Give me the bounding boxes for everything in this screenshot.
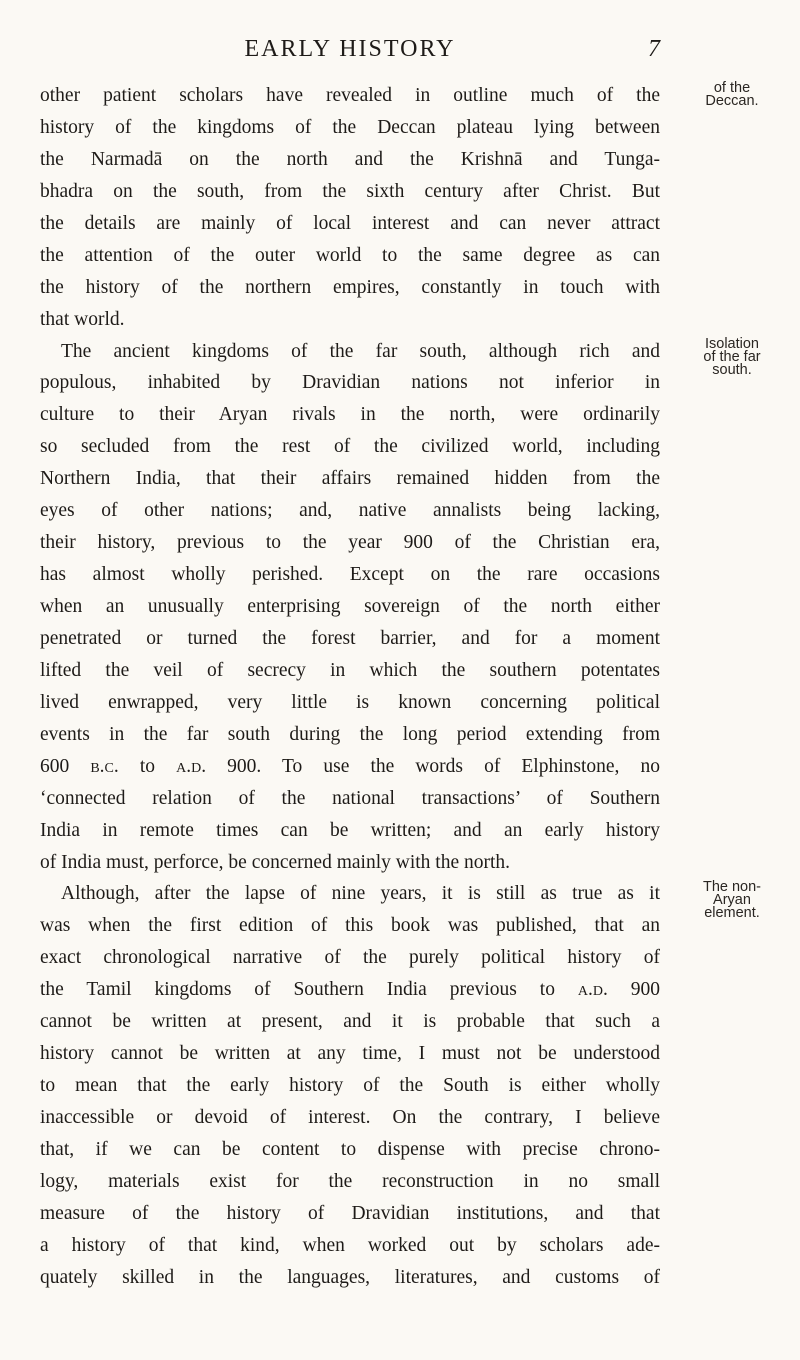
text-line: ‘connected relation of the national transactions’ of Southern <box>40 787 660 809</box>
era-abbreviation: b.c. <box>90 755 119 777</box>
sidenote-line: south. <box>712 362 752 378</box>
text-line: history cannot be written at any time, I must not be understood <box>40 1043 660 1065</box>
text-line: a history of that kind, when worked out by scholars ade- <box>40 1234 660 1256</box>
text-line: inaccessible or devoid of interest. On the contrary, I believe <box>40 1107 660 1128</box>
sidenote-deccan <box>664 82 800 108</box>
text-line: populous, inhabited by Dravidian nations not inferior in <box>40 372 660 394</box>
text-line: so secluded from the rest of the civilized world, including <box>40 436 660 458</box>
text-line: eyes of other nations; and, native annalists being lacking, <box>40 500 660 522</box>
sidenote-line: Isolation <box>704 336 759 352</box>
era-abbreviation: a.d. <box>577 979 608 1001</box>
text-line: lived enwrapped, very little is known concerning political <box>40 691 660 713</box>
sidenote-non-aryan <box>664 881 800 920</box>
text-line: exact chronological narrative of the purely political history of <box>40 947 660 969</box>
text-line: cannot be written at present, and it is probable that such a <box>40 1011 660 1033</box>
text-line: their history, previous to the year 900 of the Christian era, <box>40 532 660 554</box>
sidenote-line: of the far <box>703 349 761 365</box>
text-line: the history of the northern empires, constantly in touch with <box>40 276 660 298</box>
text-line: measure of the history of Dravidian institutions, and that <box>40 1202 660 1224</box>
text-line: that, if we can be content to dispense with precise chrono- <box>40 1138 660 1160</box>
running-head: EARLY HISTORY <box>244 36 456 62</box>
text-line: the details are mainly of local interest and can never attract <box>40 212 660 234</box>
text-line: has almost wholly perished. Except on the rare occasions <box>40 564 660 586</box>
text-line: The ancient kingdoms of the far south, although rich and <box>61 340 660 362</box>
text-line: the Tamil kingdoms of Southern India previous to a.d. 900 <box>40 979 660 1001</box>
sidenote-line: Aryan <box>713 892 751 908</box>
text-line: was when the first edition of this book was published, that an <box>40 915 660 937</box>
text-line: to mean that the early history of the South is either wholly <box>40 1075 660 1097</box>
page-number: 7 <box>648 36 660 62</box>
sidenote-isolation <box>664 338 800 377</box>
page-header <box>40 36 660 76</box>
text-line: the attention of the outer world to the same degree as can <box>40 244 660 266</box>
text-line: India in remote times can be written; and an early history <box>40 819 660 841</box>
text-line: that world. <box>40 308 125 330</box>
era-abbreviation: a.d. <box>176 755 207 777</box>
text-line: bhadra on the south, from the sixth century after Christ. But <box>40 180 660 202</box>
text-line: events in the far south during the long period extending from <box>40 723 660 745</box>
text-line: 600 b.c. to a.d. 900. To use the words of Elphinstone, no <box>40 755 660 777</box>
text-line: quately skilled in the languages, literatures, and customs of <box>40 1266 660 1288</box>
sidenote-line: Deccan. <box>705 93 759 109</box>
text-line: of India must, perforce, be concerned mainly with the north. <box>40 851 511 873</box>
text-line: logy, materials exist for the reconstruction in no small <box>40 1170 660 1192</box>
text-line: history of the kingdoms of the Deccan plateau lying between <box>40 116 660 138</box>
text-line: lifted the veil of secrecy in which the southern potentates <box>40 659 660 681</box>
sidenote-line: element. <box>704 905 760 921</box>
text-line: the Narmadā on the north and the Krishnā and Tunga- <box>40 148 660 170</box>
text-line: Although, after the lapse of nine years, it is still as true as it <box>61 883 660 905</box>
text-line: when an unusually enterprising sovereign of the north either <box>40 596 660 617</box>
text-line: penetrated or turned the forest barrier, and for a moment <box>40 627 660 649</box>
text-line: other patient scholars have revealed in outline much of the <box>40 85 660 106</box>
sidenote-line: The non- <box>702 879 762 895</box>
sidenote-line: of the <box>713 80 751 96</box>
text-line: culture to their Aryan rivals in the north, were ordinarily <box>40 404 660 426</box>
body-text <box>40 80 660 1294</box>
text-line: Northern India, that their affairs remained hidden from the <box>40 468 660 490</box>
